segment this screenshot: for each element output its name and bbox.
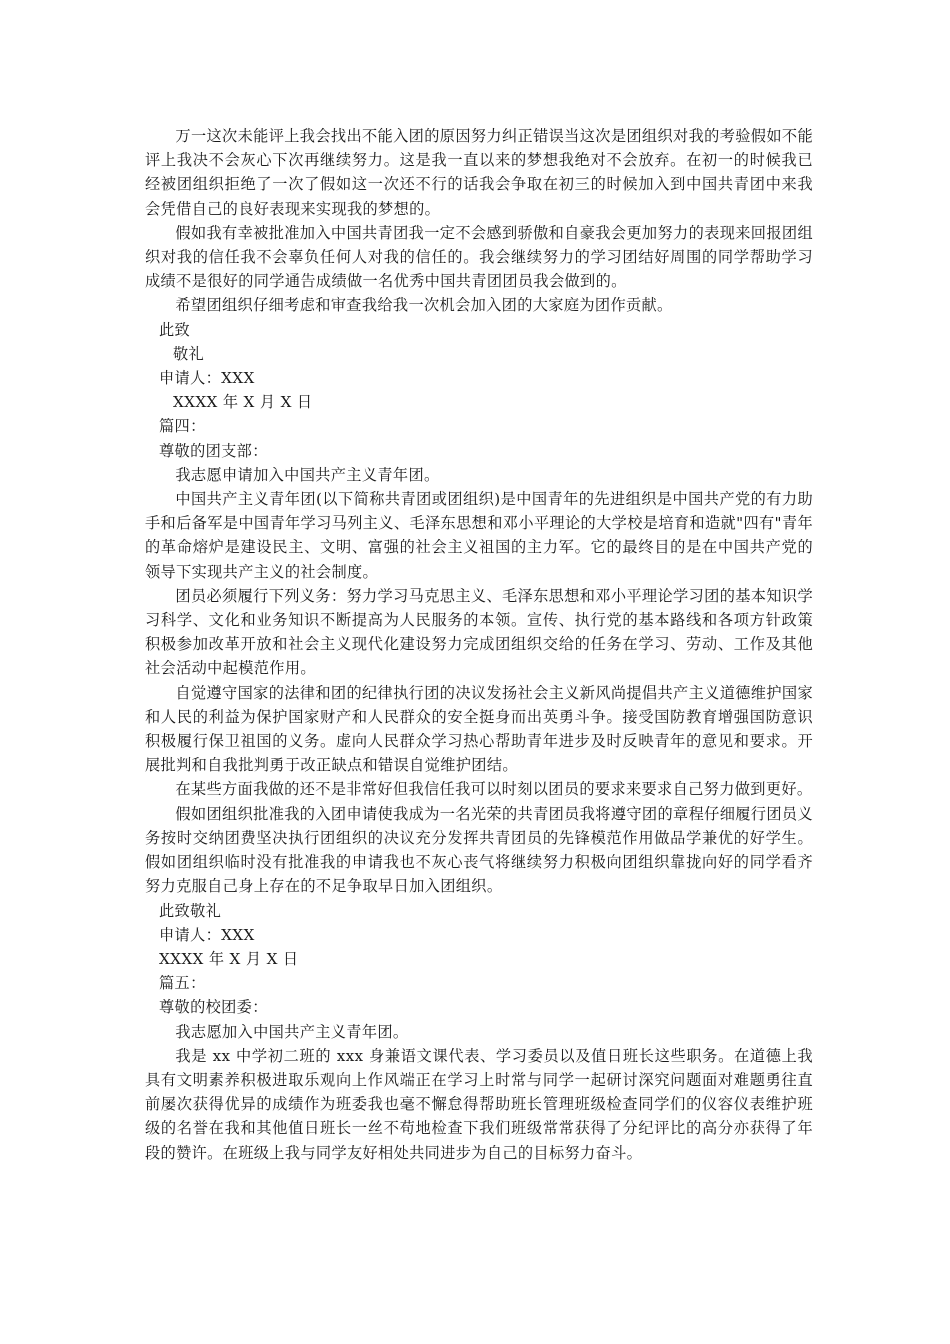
document-page [145, 124, 813, 1165]
paragraph: 团员必须履行下列义务：努力学习马克思主义、毛泽东思想和邓小平理论学习团的基本知识学习科学、文化和业务知识不断提高为人民服务的本领。宣传、执行党的基本路线和各项方针政策积极参加改革开放和社会主义现代化建设努力完成团组织交给的任务在学习、劳动、工作及其他社会活动中起模范作用。 [145, 586, 813, 678]
paragraph: 自觉遵守国家的法律和团的纪律执行团的决议发扬社会主义新风尚提倡共产主义道德维护国家和人民的利益为保护国家财产和人民群众的安全挺身而出英勇斗争。接受国防教育增强国防意识积极履行保卫祖国的义务。虚向人民群众学习热心帮助青年进步及时反映青年的意见和要求。开展批判和自我批判勇于改正缺点和错误自觉维护团结。 [145, 683, 813, 775]
application-date: XXXX 年 X 月 X 日 [159, 949, 299, 968]
paragraph: 我是 xx 中学初二班的 xxx 身兼语文课代表、学习委员以及值日班长这些职务。在道德上我具有文明素养积极进取乐观向上作风端正在学习上时常与同学一起研讨深究问题面对难题勇往直前屡次获得优异的成绩作为班委我也毫不懈怠得帮助班长管理班级检查同学们的仪容仪表维护班级的名誉在我和其他值日班长一丝不苟地检查下我们班级常常获得了分纪评比的高分亦获得了年段的赞许。在班级上我与同学友好相处共同进步为自己的目标努力奋斗。 [145, 1046, 813, 1162]
closing-jingli: 敬礼 [173, 344, 205, 363]
paragraph: 我志愿加入中国共产主义青年团。 [175, 1022, 409, 1041]
application-date: XXXX 年 X 月 X 日 [173, 393, 313, 412]
paragraph: 在某些方面我做的还不是非常好但我信任我可以时刻以团员的要求来要求自己努力做到更好。 [175, 780, 813, 799]
paragraph: 中国共产主义青年团(以下简称共青团或团组织)是中国青年的先进组织是中国共产党的有力助手和后备军是中国青年学习马列主义、毛泽东思想和邓小平理论的大学校是培育和造就"四有"青年的革命熔炉是建设民主、文明、富强的社会主义祖国的主力军。它的最终目的是在中国共产党的领导下实现共产主义的社会制度。 [145, 490, 813, 581]
closing: 此致敬礼 [159, 901, 222, 920]
applicant-signature: 申请人：XXX [159, 925, 255, 944]
section-heading: 篇四： [159, 417, 206, 436]
paragraph: 假如我有幸被批准加入中国共青团我一定不会感到骄傲和自豪我会更加努力的表现来回报团组织对我的信任我不会辜负任何人对我的信任的。我会继续努力的学习团结好周围的同学帮助学习成绩不是很好的同学通告成绩做一名优秀中国共青团团员我会做到的。 [145, 223, 813, 291]
salutation: 尊敬的校团委： [159, 998, 268, 1017]
paragraph: 我志愿申请加入中国共产主义青年团。 [175, 465, 440, 484]
section-heading: 篇五： [159, 974, 206, 993]
paragraph: 万一这次未能评上我会找出不能入团的原因努力纠正错误当这次是团组织对我的考验假如不能评上我决不会灰心下次再继续努力。这是我一直以来的梦想我绝对不会放弃。在初一的时候我已经被团组织拒绝了一次了假如这一次还不行的话我会争取在初三的时候加入到中国共青团中来我会凭借自己的良好表现来实现我的梦想的。 [145, 127, 813, 218]
paragraph: 假如团组织批准我的入团申请使我成为一名光荣的共青团员我将遵守团的章程仔细履行团员义务按时交纳团费坚决执行团组织的决议充分发挥共青团员的先锋模范作用做品学兼优的好学生。假如团组织临时没有批准我的申请我也不灰心丧气将继续努力积极向团组织靠拢向好的同学看齐努力克服自己身上存在的不足争取早日加入团组织。 [145, 804, 813, 896]
closing-cizhi: 此致 [159, 320, 191, 339]
paragraph: 希望团组织仔细考虑和审查我给我一次机会加入团的大家庭为团作贡献。 [175, 296, 673, 315]
salutation: 尊敬的团支部： [159, 441, 268, 460]
applicant-signature: 申请人：XXX [159, 369, 255, 388]
